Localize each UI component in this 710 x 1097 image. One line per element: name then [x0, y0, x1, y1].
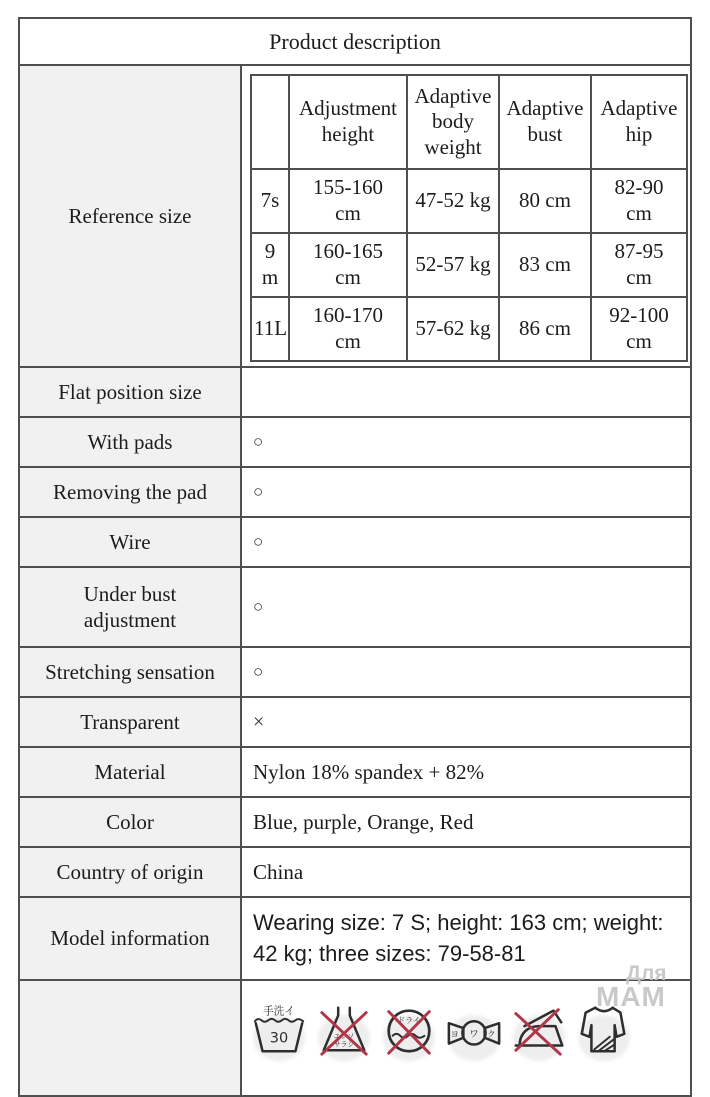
spec-row-with-pads — [19, 417, 691, 467]
spec-value: Nylon 18% spandex + 82% — [241, 747, 691, 797]
spec-row-transparent — [19, 697, 691, 747]
size-chart-header-row — [251, 75, 687, 169]
spec-value-circle: ○ — [241, 517, 691, 567]
spec-row-removing-the-pad — [19, 467, 691, 517]
size-chart-col-size — [251, 75, 289, 169]
bust-cell: 83 cm — [499, 233, 591, 297]
height-cell: 160-165 cm — [289, 233, 407, 297]
svg-text:手洗イ: 手洗イ — [263, 1004, 295, 1018]
svg-text:30: 30 — [269, 1030, 289, 1047]
spec-value-circle: ○ — [241, 467, 691, 517]
watermark-line1: Для — [626, 962, 667, 985]
spec-label: With pads — [19, 417, 241, 467]
size-chart-row-7s — [251, 169, 687, 233]
height-cell: 160-170 cm — [289, 297, 407, 361]
spec-row-wire — [19, 517, 691, 567]
spec-label: Material — [19, 747, 241, 797]
spec-label: Stretching sensation — [19, 647, 241, 697]
spec-row-country-of-origin — [19, 847, 691, 897]
spec-value: Blue, purple, Orange, Red — [241, 797, 691, 847]
care-icons-group — [250, 999, 690, 1061]
size-cell: 11L — [251, 297, 289, 361]
table-header-row — [19, 18, 691, 65]
weight-cell: 47-52 kg — [407, 169, 499, 233]
spec-label: Color — [19, 797, 241, 847]
svg-text:ワ: ワ — [469, 1028, 479, 1040]
spec-label: Under bust adjustment — [19, 567, 241, 647]
wring-gently-icon — [445, 999, 503, 1061]
size-cell: 7s — [251, 169, 289, 233]
height-cell: 155-160 cm — [289, 169, 407, 233]
spec-value-circle: ○ — [241, 417, 691, 467]
spec-value-circle: ○ — [241, 647, 691, 697]
care-label-empty — [19, 980, 241, 1096]
reference-size-value — [241, 65, 691, 367]
spec-row-model-information — [19, 897, 691, 980]
watermark-line2: МАМ — [596, 980, 666, 1012]
size-chart-col-hip: Adaptive hip — [591, 75, 687, 169]
spec-label: Country of origin — [19, 847, 241, 897]
spec-label: Transparent — [19, 697, 241, 747]
spec-row-flat-position-size — [19, 367, 691, 417]
svg-text:サラシ: サラシ — [333, 1040, 355, 1049]
reference-size-label: Reference size — [19, 65, 241, 367]
do-not-iron-icon — [510, 999, 568, 1061]
size-chart-col-bust: Adaptive bust — [499, 75, 591, 169]
page-title: Product description — [19, 18, 691, 65]
size-chart-row-11l — [251, 297, 687, 361]
bust-cell: 86 cm — [499, 297, 591, 361]
spec-label: Removing the pad — [19, 467, 241, 517]
hip-cell: 92-100 cm — [591, 297, 687, 361]
spec-label: Model information — [19, 897, 241, 980]
hand-wash-30-icon — [250, 999, 308, 1061]
spec-value-circle: ○ — [241, 567, 691, 647]
spec-row-under-bust-adjustment — [19, 567, 691, 647]
spec-value — [241, 367, 691, 417]
spec-row-material — [19, 747, 691, 797]
spec-value-cross: × — [241, 697, 691, 747]
bust-cell: 80 cm — [499, 169, 591, 233]
garment-icon — [575, 999, 633, 1061]
svg-text:エンソ: エンソ — [333, 1032, 355, 1041]
size-cell: 9 m — [251, 233, 289, 297]
spec-value: Wearing size: 7 S; height: 163 cm; weight: 42 kg; three sizes: 79-58-81 — [241, 897, 691, 980]
hip-cell: 82-90 cm — [591, 169, 687, 233]
svg-text:ドライ: ドライ — [397, 1016, 421, 1026]
do-not-dry-clean-icon — [380, 999, 438, 1061]
hip-cell: 87-95 cm — [591, 233, 687, 297]
reference-size-row — [19, 65, 691, 367]
svg-text:ク: ク — [487, 1029, 496, 1040]
spec-label: Wire — [19, 517, 241, 567]
care-icons-cell — [241, 980, 691, 1096]
weight-cell: 52-57 kg — [407, 233, 499, 297]
size-chart-row-9m — [251, 233, 687, 297]
weight-cell: 57-62 kg — [407, 297, 499, 361]
care-instructions-row — [19, 980, 691, 1096]
size-chart-col-height: Adjustment height — [289, 75, 407, 169]
size-chart-col-weight: Adaptive body weight — [407, 75, 499, 169]
spec-row-stretching-sensation — [19, 647, 691, 697]
spec-row-color — [19, 797, 691, 847]
do-not-bleach-icon — [315, 999, 373, 1061]
svg-text:ヨ: ヨ — [450, 1029, 460, 1040]
spec-label: Flat position size — [19, 367, 241, 417]
product-description-table — [18, 17, 692, 1097]
size-chart-table — [250, 74, 688, 362]
spec-value: China — [241, 847, 691, 897]
